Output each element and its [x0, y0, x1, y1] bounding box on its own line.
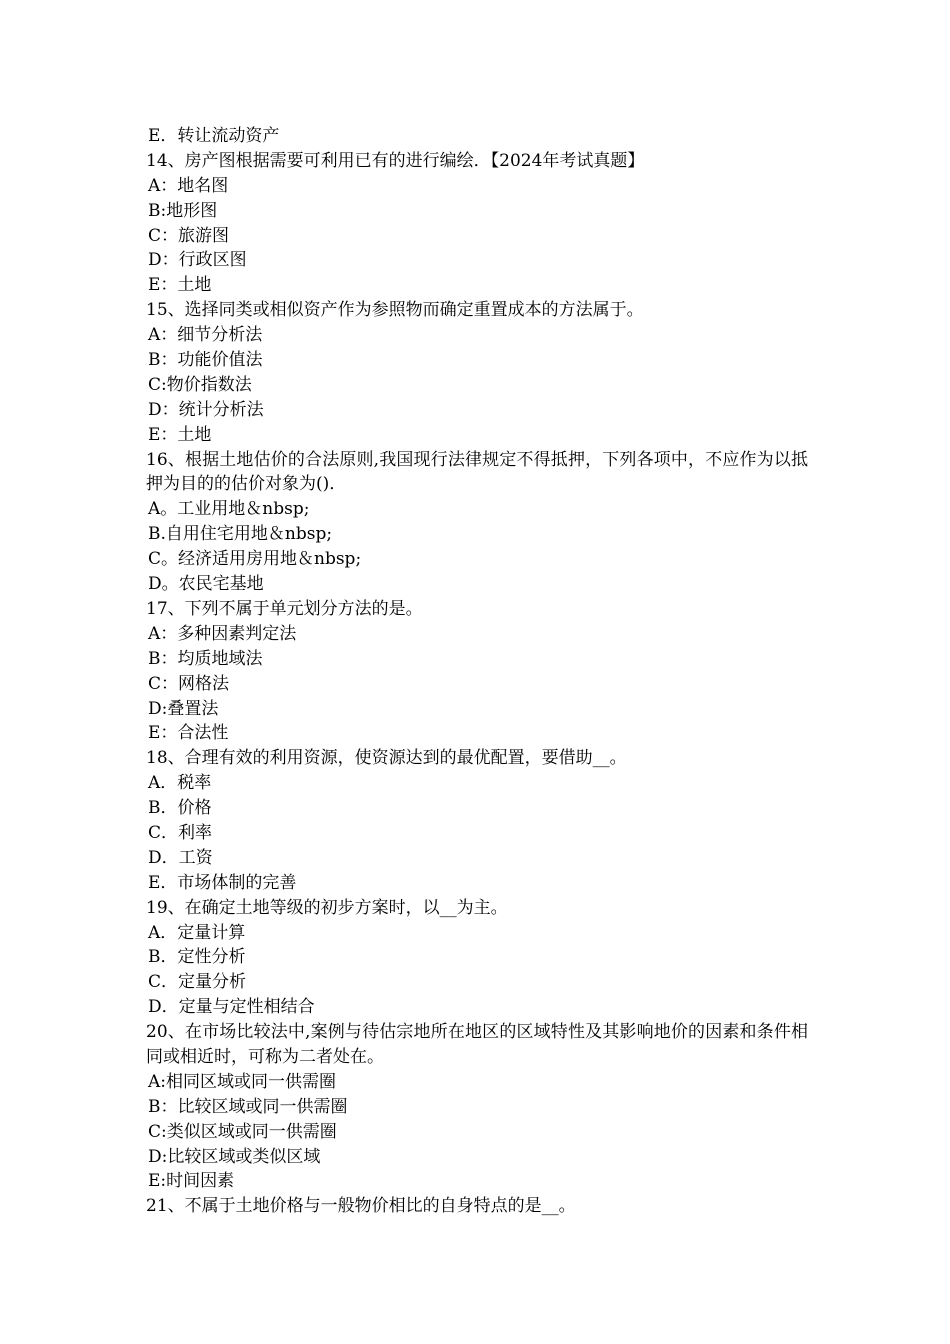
answer-option: D：统计分析法 — [148, 399, 264, 420]
answer-option: B：均质地域法 — [148, 648, 263, 669]
answer-option: A：地名图 — [148, 175, 229, 196]
answer-option: D：行政区图 — [148, 250, 247, 271]
answer-option: C：旅游图 — [148, 225, 230, 246]
answer-option: E．市场体制的完善 — [148, 872, 297, 893]
answer-option: A．税率 — [148, 773, 212, 794]
question-text: 19、在确定土地等级的初步方案时，以__为主。 — [146, 897, 508, 918]
answer-option: D:比较区域或类似区域 — [148, 1146, 321, 1167]
answer-option: B.自用住宅用地＆nbsp; — [148, 524, 333, 545]
answer-option: E：合法性 — [148, 723, 229, 744]
question-text: 18、合理有效的利用资源，使资源达到的最优配置，要借助__。 — [146, 748, 627, 769]
answer-option: E：土地 — [148, 424, 212, 445]
answer-option: D．定量与定性相结合 — [148, 997, 315, 1018]
answer-option: C．定量分析 — [148, 972, 247, 993]
answer-option: B:地形图 — [148, 200, 218, 221]
question-text: 17、下列不属于单元划分方法的是。 — [146, 598, 423, 619]
answer-option: E:时间因素 — [148, 1171, 235, 1192]
question-text: 20、在市场比较法中,案例与待估宗地所在地区的区域特性及其影响地价的因素和条件相同或相近时，可称为二者处在。 — [146, 1022, 808, 1067]
document-page — [146, 124, 826, 1219]
answer-option: A．定量计算 — [148, 922, 246, 943]
answer-option: C:物价指数法 — [148, 374, 252, 395]
answer-option: D:叠置法 — [148, 698, 219, 719]
answer-option: E：土地 — [148, 275, 212, 296]
answer-option: A:相同区域或同一供需圈 — [148, 1071, 337, 1092]
answer-option: B：比较区域或同一供需圈 — [148, 1096, 348, 1117]
question-text: 21、不属于土地价格与一般物价相比的自身特点的是__。 — [146, 1196, 576, 1217]
answer-option: D。农民宅基地 — [148, 574, 264, 595]
answer-option: C：网格法 — [148, 673, 230, 694]
answer-option: A：多种因素判定法 — [148, 623, 297, 644]
answer-option: D．工资 — [148, 847, 213, 868]
answer-option: B．价格 — [148, 798, 212, 819]
question-text: 15、选择同类或相似资产作为参照物而确定重置成本的方法属于。 — [146, 300, 644, 321]
answer-option: B：功能价值法 — [148, 350, 263, 371]
answer-option: C．利率 — [148, 822, 213, 843]
answer-option: B．定性分析 — [148, 947, 246, 968]
answer-option: C。经济适用房用地＆nbsp; — [148, 549, 362, 570]
question-text: 14、房产图根据需要可利用已有的进行编绘．【2024年考试真题】 — [146, 150, 645, 171]
answer-option: A。工业用地＆nbsp; — [148, 499, 310, 520]
answer-option: A：细节分析法 — [148, 325, 263, 346]
answer-option: E．转让流动资产 — [148, 126, 280, 146]
answer-option: C:类似区域或同一供需圈 — [148, 1121, 337, 1142]
question-text: 16、根据土地估价的合法原则,我国现行法律规定不得抵押，下列各项中，不应作为以抵押为目的的估价对象为()． — [146, 449, 808, 495]
